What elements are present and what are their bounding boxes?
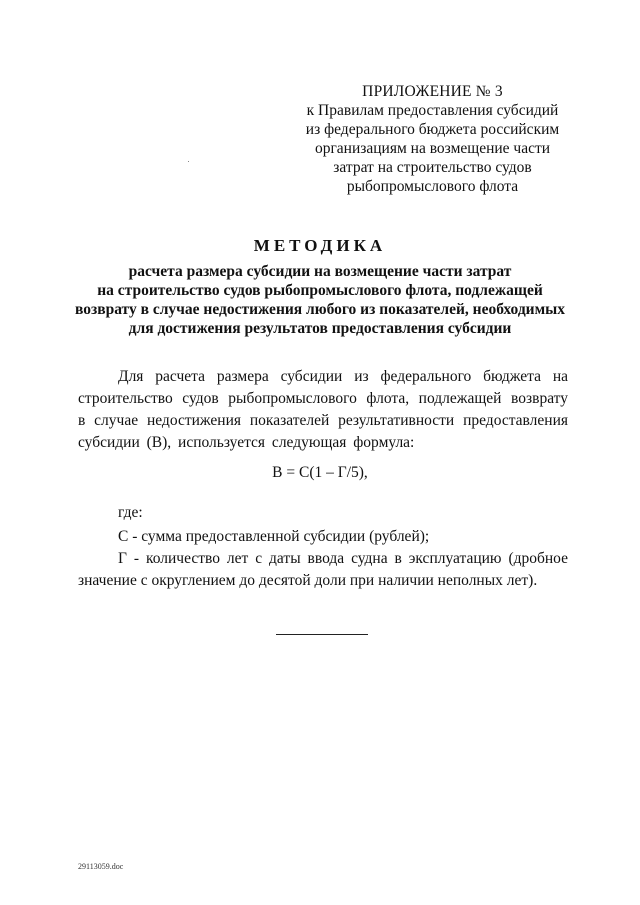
where-label: где: bbox=[118, 504, 143, 521]
appendix-header bbox=[290, 82, 575, 196]
document-subtitle bbox=[70, 262, 570, 338]
footer-file-name: 29113059.doc bbox=[78, 862, 124, 871]
end-divider-line bbox=[276, 634, 368, 635]
subtitle-line: на строительство судов рыбопромыслового флота, подлежащей bbox=[97, 282, 543, 299]
appendix-line: из федерального бюджета российским bbox=[305, 121, 560, 138]
intro-paragraph: Для расчета размера субсидии из федерального бюджета на строительство судов рыбопромыслового флота, подлежащей возврату в случае недостижения показателей результативности предоставления субсидии (В), используется следующая формула: bbox=[78, 368, 568, 451]
document-title: МЕТОДИКА bbox=[253, 236, 387, 255]
appendix-line: рыбопромыслового флота bbox=[346, 178, 519, 195]
formula: В = С(1 – Г/5), bbox=[272, 464, 368, 481]
definition-g: Г - количество лет с даты ввода судна в эксплуатацию (дробное значение с округлением до десятой доли при наличии неполных лет). bbox=[78, 550, 568, 589]
scan-speck bbox=[188, 161, 189, 162]
appendix-line: к Правилам предоставления субсидий bbox=[306, 102, 559, 119]
subtitle-line: возврату в случае недостижения любого из показателей, необходимых bbox=[74, 301, 566, 318]
subtitle-line: расчета размера субсидии на возмещение части затрат bbox=[128, 263, 512, 280]
appendix-line: организациям на возмещение части bbox=[314, 140, 551, 157]
appendix-title: ПРИЛОЖЕНИЕ № 3 bbox=[362, 83, 503, 100]
definition-c: С - сумма предоставленной субсидии (рублей); bbox=[118, 528, 430, 545]
appendix-line: затрат на строительство судов bbox=[333, 159, 532, 176]
subtitle-line: для достижения результатов предоставления субсидии bbox=[128, 320, 512, 337]
